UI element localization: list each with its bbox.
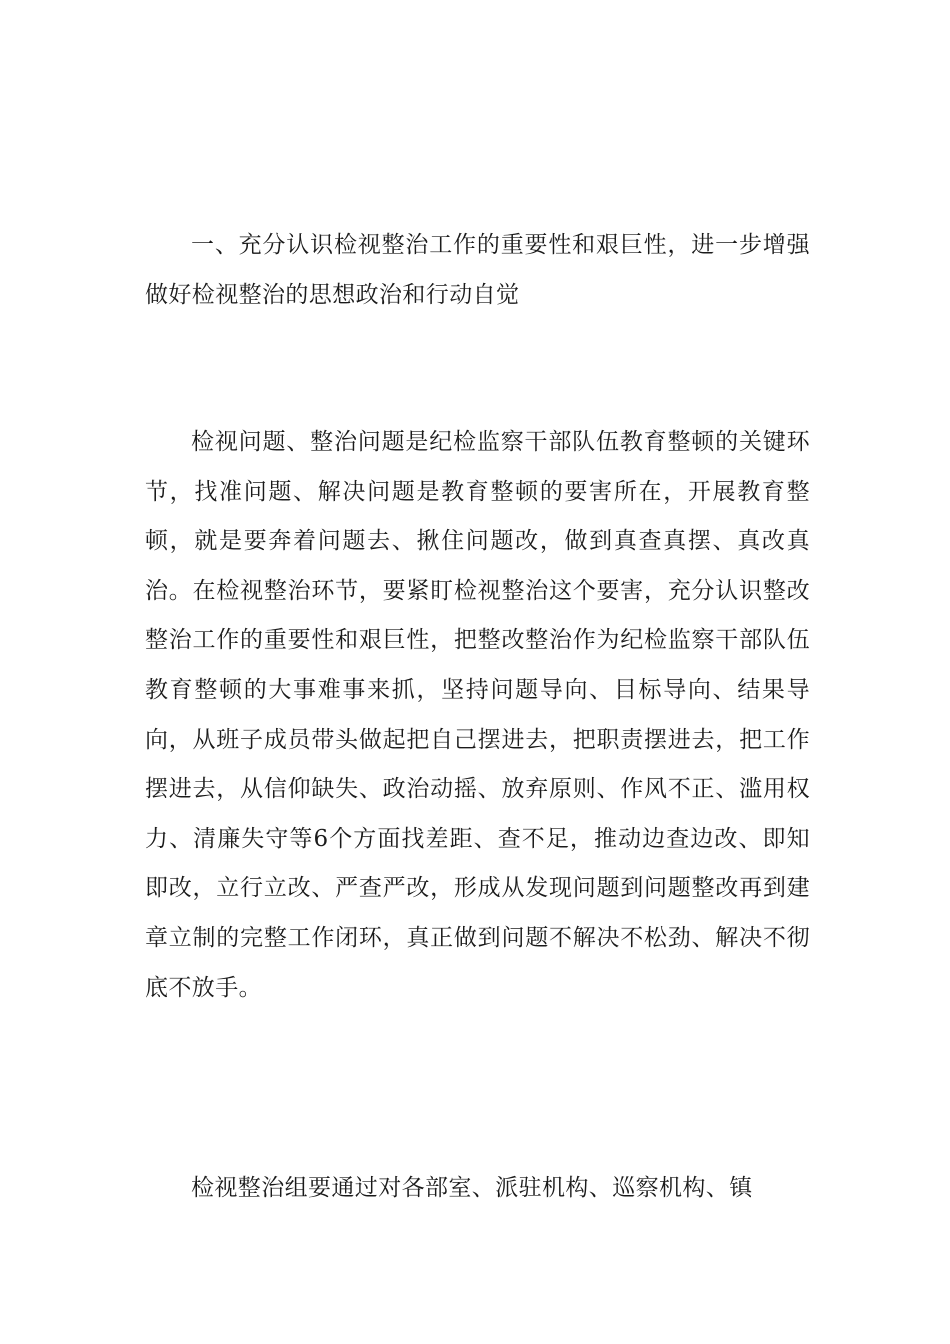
section-heading: 一、充分认识检视整治工作的重要性和艰巨性，进一步增强做好检视整治的思想政治和行动自觉 bbox=[145, 232, 810, 308]
body-paragraph: 检视整治组要通过对各部室、派驻机构、巡察机构、镇 bbox=[191, 1175, 753, 1201]
body-paragraph: 检视问题、整治问题是纪检监察干部队伍教育整顿的关键环节，找准问题、解决问题是教育整顿的要害所在，开展教育整顿，就是要奔着问题去、揪住问题改，做到真查真摆、真改真治。在检视整治环节，要紧盯检视整治这个要害，充分认识整改整治工作的重要性和艰巨性，把整改整治作为纪检监察干部队伍教育整顿的大事难事来抓，坚持问题导向、目标导向、结果导向，从班子成员带头做起把自己摆进去，把职责摆进去，把工作摆进去，从信仰缺失、政治动摇、放弃原则、作风不正、滥用权力、清廉失守等6个方面找差距、查不足，推动边查边改、即知即改，立行立改、严查严改，形成从发现问题到问题整改再到建章立制的完整工作闭环，真正做到问题不解决不松劲、解决不彻底不放手。 bbox=[145, 429, 810, 1001]
